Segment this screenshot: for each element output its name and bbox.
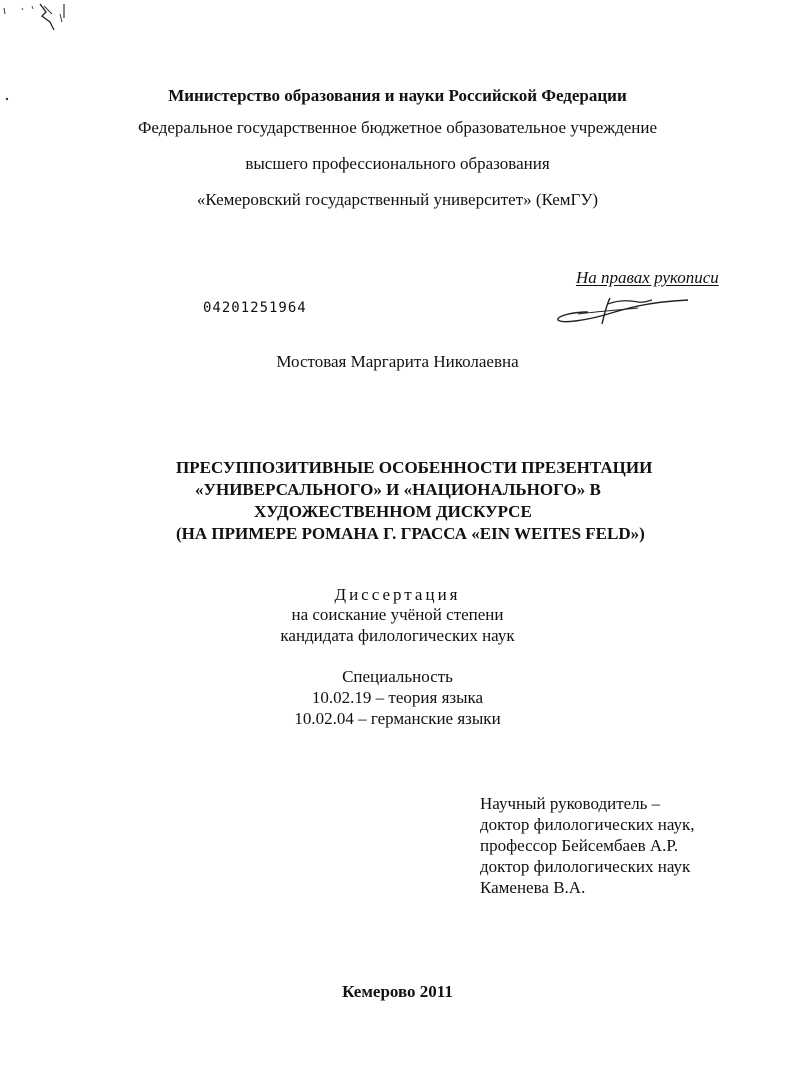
scan-mark-icon (0, 0, 80, 40)
title-line-3: ХУДОЖЕСТВЕННОМ ДИСКУРСЕ (254, 502, 532, 521)
supervisor-line-1: Научный руководитель – (480, 794, 661, 813)
ministry-heading: Министерство образования и науки Российской Федерации (168, 86, 627, 105)
supervisor-line-5: Каменева В.А. (480, 878, 586, 897)
dissertation-field: кандидата филологических наук (280, 626, 515, 645)
specialty-item-2: 10.02.04 – германские языки (294, 709, 501, 728)
supervisor-line-2: доктор филологических наук, (480, 815, 695, 834)
specialty-item-1: 10.02.19 – теория языка (311, 688, 484, 707)
supervisor-line-3: профессор Бейсембаев А.Р. (480, 836, 679, 855)
supervisor-line-4: доктор филологических наук (480, 857, 691, 876)
title-line-2: «УНИВЕРСАЛЬНОГО» И «НАЦИОНАЛЬНОГО» В (195, 480, 601, 499)
dissertation-degree: на соискание учёной степени (291, 605, 504, 624)
city-year: Кемерово 2011 (342, 982, 453, 1001)
title-line-4: (НА ПРИМЕРЕ РОМАНА Г. ГРАССА «EIN WEITES FELD») (176, 524, 645, 543)
signature-icon (548, 290, 698, 330)
institution-line-1: Федеральное государственное бюджетное образовательное учреждение (137, 118, 658, 137)
dissertation-label: Диссертация (334, 585, 461, 604)
institution-line-3: «Кемеровский государственный университет» (КемГУ) (196, 190, 599, 209)
author-name: Мостовая Маргарита Николаевна (276, 352, 519, 371)
manuscript-note: На правах рукописи (576, 268, 719, 287)
title-line-1: ПРЕСУППОЗИТИВНЫЕ ОСОБЕННОСТИ ПРЕЗЕНТАЦИИ (176, 458, 653, 477)
catalog-number: 04201251964 (203, 300, 307, 316)
institution-line-2: высшего профессионального образования (245, 154, 550, 173)
specialty-label: Специальность (342, 667, 453, 686)
